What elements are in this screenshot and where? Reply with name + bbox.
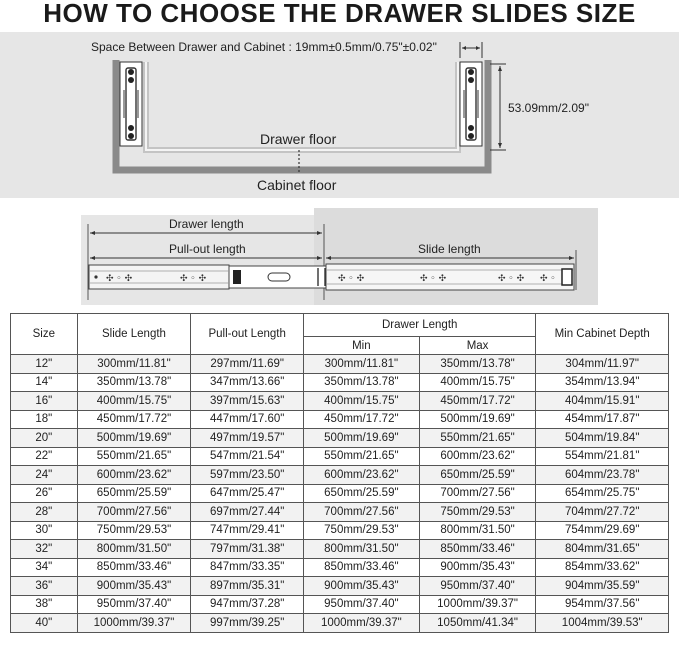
table-row bbox=[11, 614, 669, 633]
cell-slide-length: 300mm/11.81" bbox=[77, 355, 191, 374]
svg-text:✣ ◦ ✣: ✣ ◦ ✣ bbox=[420, 274, 447, 284]
cell-slide-length: 600mm/23.62" bbox=[77, 466, 191, 485]
cell-drawer-min: 650mm/25.59" bbox=[304, 484, 420, 503]
cell-size: 36" bbox=[11, 577, 78, 596]
header-slide-length: Slide Length bbox=[77, 314, 191, 355]
svg-text:✣ ◦: ✣ ◦ bbox=[540, 274, 556, 284]
cell-size: 30" bbox=[11, 521, 78, 540]
cell-slide-length: 550mm/21.65" bbox=[77, 447, 191, 466]
cell-pullout-length: 497mm/19.57" bbox=[191, 429, 304, 448]
cell-slide-length: 1000mm/39.37" bbox=[77, 614, 191, 633]
cell-slide-length: 950mm/37.40" bbox=[77, 595, 191, 614]
table-row bbox=[11, 577, 669, 596]
cell-min-cabinet-depth: 354mm/13.94" bbox=[536, 373, 669, 392]
cell-min-cabinet-depth: 904mm/35.59" bbox=[536, 577, 669, 596]
cell-slide-length: 800mm/31.50" bbox=[77, 540, 191, 559]
cell-drawer-max: 500mm/19.69" bbox=[419, 410, 536, 429]
cell-min-cabinet-depth: 804mm/31.65" bbox=[536, 540, 669, 559]
cell-drawer-max: 900mm/35.43" bbox=[419, 558, 536, 577]
svg-text:✣ ◦ ✣: ✣ ◦ ✣ bbox=[498, 274, 525, 284]
left-slide-bracket bbox=[120, 62, 142, 146]
cell-pullout-length: 997mm/39.25" bbox=[191, 614, 304, 633]
cell-slide-length: 650mm/25.59" bbox=[77, 484, 191, 503]
table-row bbox=[11, 466, 669, 485]
cell-drawer-min: 950mm/37.40" bbox=[304, 595, 420, 614]
drawer-slide-rail bbox=[89, 264, 574, 290]
table-body bbox=[11, 355, 669, 633]
cell-size: 22" bbox=[11, 447, 78, 466]
cell-min-cabinet-depth: 604mm/23.78" bbox=[536, 466, 669, 485]
cell-min-cabinet-depth: 454mm/17.87" bbox=[536, 410, 669, 429]
cell-drawer-min: 500mm/19.69" bbox=[304, 429, 420, 448]
cell-drawer-min: 850mm/33.46" bbox=[304, 558, 420, 577]
cell-min-cabinet-depth: 654mm/25.75" bbox=[536, 484, 669, 503]
drawer-floor-label: Drawer floor bbox=[260, 131, 337, 147]
header-min-cabinet-depth: Min Cabinet Depth bbox=[536, 314, 669, 355]
svg-text:✣ ◦ ✣: ✣ ◦ ✣ bbox=[180, 274, 207, 284]
cabinet-outline bbox=[116, 60, 488, 170]
cell-size: 34" bbox=[11, 558, 78, 577]
cell-drawer-min: 750mm/29.53" bbox=[304, 521, 420, 540]
cell-drawer-max: 700mm/27.56" bbox=[419, 484, 536, 503]
cell-min-cabinet-depth: 504mm/19.84" bbox=[536, 429, 669, 448]
table-row bbox=[11, 392, 669, 411]
cell-slide-length: 750mm/29.53" bbox=[77, 521, 191, 540]
header-min: Min bbox=[304, 337, 420, 355]
cell-pullout-length: 797mm/31.38" bbox=[191, 540, 304, 559]
table-row bbox=[11, 355, 669, 374]
cell-min-cabinet-depth: 754mm/29.69" bbox=[536, 521, 669, 540]
svg-text:✣ ◦ ✣: ✣ ◦ ✣ bbox=[106, 274, 133, 284]
cell-drawer-min: 600mm/23.62" bbox=[304, 466, 420, 485]
header-size: Size bbox=[11, 314, 78, 355]
cell-min-cabinet-depth: 404mm/15.91" bbox=[536, 392, 669, 411]
cell-slide-length: 850mm/33.46" bbox=[77, 558, 191, 577]
cell-drawer-min: 400mm/15.75" bbox=[304, 392, 420, 411]
cell-drawer-min: 1000mm/39.37" bbox=[304, 614, 420, 633]
cell-slide-length: 900mm/35.43" bbox=[77, 577, 191, 596]
table-row bbox=[11, 410, 669, 429]
cell-drawer-max: 1000mm/39.37" bbox=[419, 595, 536, 614]
cell-pullout-length: 897mm/35.31" bbox=[191, 577, 304, 596]
cell-size: 40" bbox=[11, 614, 78, 633]
cell-pullout-length: 647mm/25.47" bbox=[191, 484, 304, 503]
cell-size: 14" bbox=[11, 373, 78, 392]
cell-slide-length: 450mm/17.72" bbox=[77, 410, 191, 429]
cell-drawer-min: 550mm/21.65" bbox=[304, 447, 420, 466]
cell-drawer-max: 400mm/15.75" bbox=[419, 373, 536, 392]
cell-size: 20" bbox=[11, 429, 78, 448]
cell-size: 38" bbox=[11, 595, 78, 614]
header-drawer-length: Drawer Length bbox=[304, 314, 536, 337]
table-row bbox=[11, 558, 669, 577]
cell-drawer-max: 950mm/37.40" bbox=[419, 577, 536, 596]
cell-slide-length: 350mm/13.78" bbox=[77, 373, 191, 392]
table-row bbox=[11, 484, 669, 503]
cell-pullout-length: 847mm/33.35" bbox=[191, 558, 304, 577]
table-row bbox=[11, 595, 669, 614]
height-dimension-label: 53.09mm/2.09" bbox=[508, 101, 589, 115]
space-between-label: Space Between Drawer and Cabinet : 19mm±0.5mm/0.75"±0.02" bbox=[91, 40, 437, 54]
table-row bbox=[11, 373, 669, 392]
header-pullout-length: Pull-out Length bbox=[191, 314, 304, 355]
table-row bbox=[11, 521, 669, 540]
page-title: HOW TO CHOOSE THE DRAWER SLIDES SIZE bbox=[43, 0, 636, 28]
cell-size: 16" bbox=[11, 392, 78, 411]
cell-drawer-max: 800mm/31.50" bbox=[419, 521, 536, 540]
slide-length-label: Slide length bbox=[415, 242, 484, 256]
table-row bbox=[11, 503, 669, 522]
cell-size: 26" bbox=[11, 484, 78, 503]
drawer-length-label: Drawer length bbox=[166, 217, 247, 231]
cell-min-cabinet-depth: 954mm/37.56" bbox=[536, 595, 669, 614]
cell-pullout-length: 747mm/29.41" bbox=[191, 521, 304, 540]
cell-drawer-max: 650mm/25.59" bbox=[419, 466, 536, 485]
cell-drawer-max: 550mm/21.65" bbox=[419, 429, 536, 448]
cell-size: 18" bbox=[11, 410, 78, 429]
cell-drawer-max: 350mm/13.78" bbox=[419, 355, 536, 374]
cell-drawer-min: 300mm/11.81" bbox=[304, 355, 420, 374]
cell-drawer-max: 1050mm/41.34" bbox=[419, 614, 536, 633]
cell-drawer-max: 850mm/33.46" bbox=[419, 540, 536, 559]
cell-drawer-min: 350mm/13.78" bbox=[304, 373, 420, 392]
cell-pullout-length: 297mm/11.69" bbox=[191, 355, 304, 374]
cell-size: 12" bbox=[11, 355, 78, 374]
cell-min-cabinet-depth: 554mm/21.81" bbox=[536, 447, 669, 466]
cell-size: 28" bbox=[11, 503, 78, 522]
cell-pullout-length: 547mm/21.54" bbox=[191, 447, 304, 466]
cell-pullout-length: 397mm/15.63" bbox=[191, 392, 304, 411]
cell-slide-length: 700mm/27.56" bbox=[77, 503, 191, 522]
cell-size: 32" bbox=[11, 540, 78, 559]
cell-pullout-length: 597mm/23.50" bbox=[191, 466, 304, 485]
cell-drawer-min: 450mm/17.72" bbox=[304, 410, 420, 429]
header-max: Max bbox=[419, 337, 536, 355]
table-row bbox=[11, 429, 669, 448]
cell-slide-length: 400mm/15.75" bbox=[77, 392, 191, 411]
cell-drawer-min: 700mm/27.56" bbox=[304, 503, 420, 522]
cell-drawer-max: 750mm/29.53" bbox=[419, 503, 536, 522]
cell-drawer-max: 600mm/23.62" bbox=[419, 447, 536, 466]
cell-drawer-min: 800mm/31.50" bbox=[304, 540, 420, 559]
cell-min-cabinet-depth: 304mm/11.97" bbox=[536, 355, 669, 374]
cell-pullout-length: 347mm/13.66" bbox=[191, 373, 304, 392]
table-row bbox=[11, 447, 669, 466]
cell-min-cabinet-depth: 1004mm/39.53" bbox=[536, 614, 669, 633]
pullout-length-label: Pull-out length bbox=[166, 242, 249, 256]
table-row bbox=[11, 540, 669, 559]
cell-min-cabinet-depth: 854mm/33.62" bbox=[536, 558, 669, 577]
cabinet-floor-label: Cabinet floor bbox=[257, 177, 337, 193]
right-slide-bracket bbox=[460, 62, 482, 146]
cell-drawer-min: 900mm/35.43" bbox=[304, 577, 420, 596]
cell-pullout-length: 697mm/27.44" bbox=[191, 503, 304, 522]
cell-slide-length: 500mm/19.69" bbox=[77, 429, 191, 448]
cell-pullout-length: 447mm/17.60" bbox=[191, 410, 304, 429]
slide-size-table bbox=[10, 313, 669, 633]
cell-min-cabinet-depth: 704mm/27.72" bbox=[536, 503, 669, 522]
cell-drawer-max: 450mm/17.72" bbox=[419, 392, 536, 411]
cell-size: 24" bbox=[11, 466, 78, 485]
svg-text:✣ ◦ ✣: ✣ ◦ ✣ bbox=[338, 274, 365, 284]
cell-pullout-length: 947mm/37.28" bbox=[191, 595, 304, 614]
